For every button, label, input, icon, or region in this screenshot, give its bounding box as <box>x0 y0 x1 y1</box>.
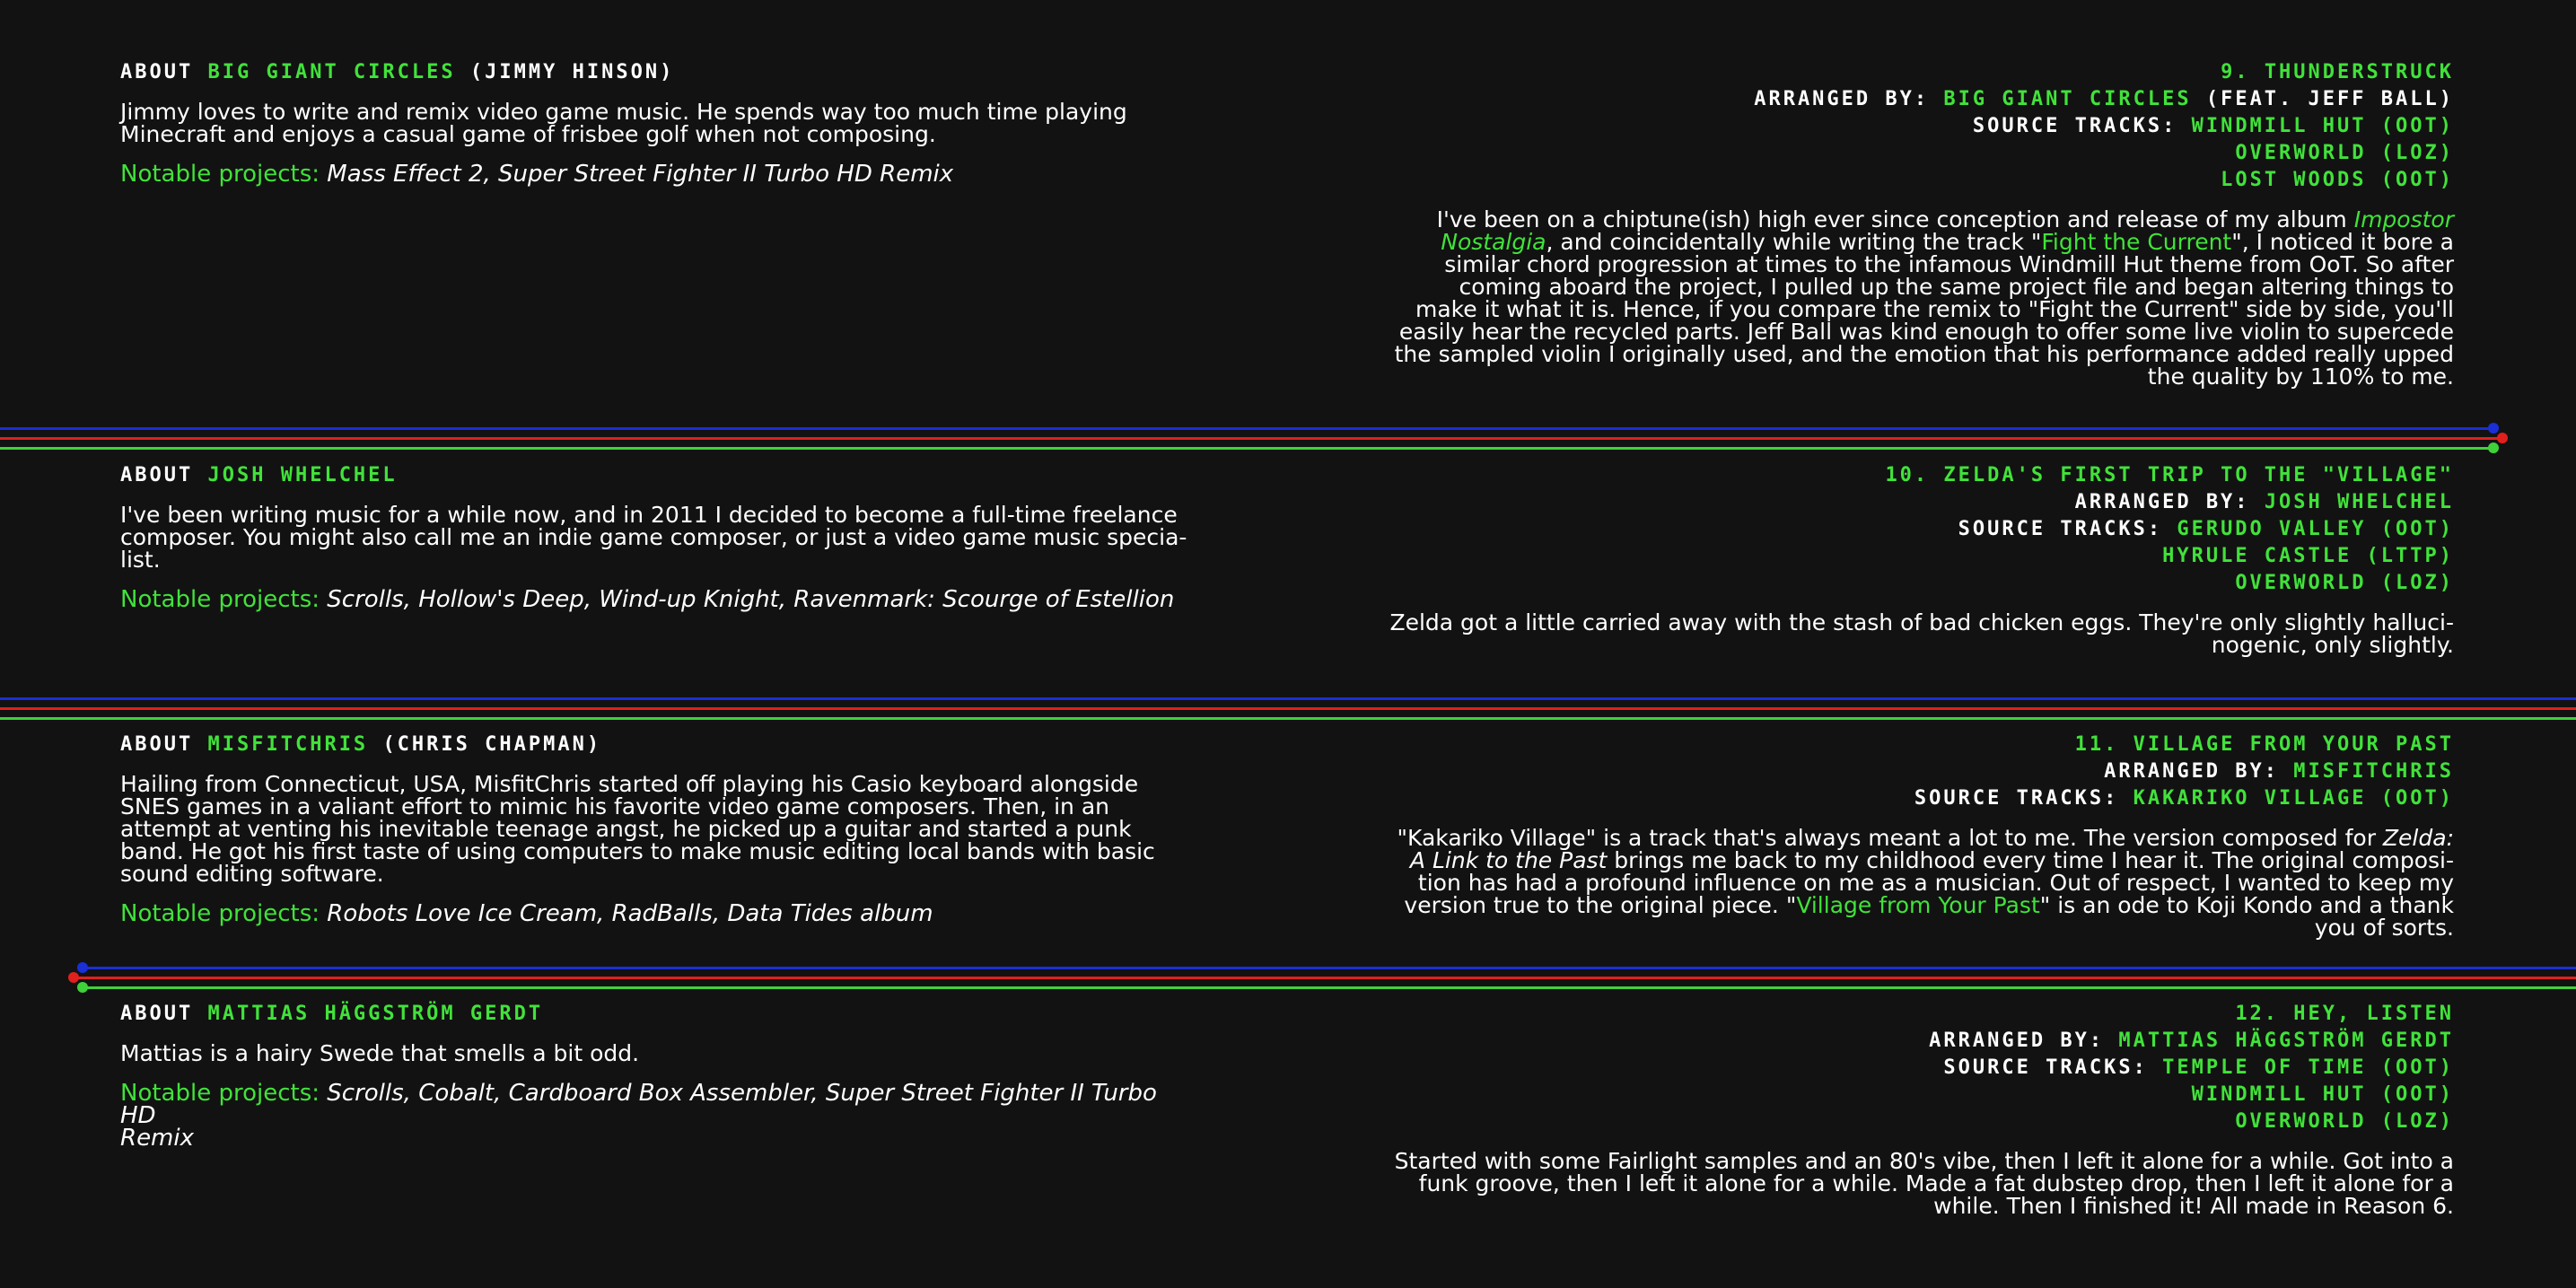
arranger-link[interactable]: JOSH WHELCHEL <box>2264 491 2454 513</box>
notable-projects: Notable projects: Scrolls, Hollow's Deep, Wind-up Knight, Ravenmark: Scourge of Estellion <box>120 586 1175 613</box>
divider-line-green <box>0 717 2576 720</box>
album-link[interactable]: Impostor <box>2353 206 2454 232</box>
artist-bio: Mattias is a hairy Swede that smells a bit odd. <box>120 1040 640 1066</box>
arranged-by: ARRANGED BY: JOSH WHELCHEL <box>2074 491 2454 513</box>
source-tracks: SOURCE TRACKS: WINDMILL HUT (OOT) <box>1972 115 2454 137</box>
track-info <box>1341 59 2454 388</box>
artist-name-link[interactable]: BIG GIANT CIRCLES <box>207 61 456 83</box>
divider-line-blue <box>0 427 2493 430</box>
about-heading: ABOUT MISFITCHRIS (CHRIS CHAPMAN) <box>120 733 602 756</box>
track-description: I've been on a chiptune(ish) high ever since conception and release of my album Impostor Nostalgia, and coincidentally while writing the track "Fight the Current", I noticed it bore a similar chord progression at times to the infamous Windmill Hut theme from OoT. So after coming aboard the project, I pulled up the same project file and began altering things to make it what it is. Hence, if you compare the remix to "Fight the Current" side by side, you'll easily hear the recycled parts. Jeff Ball was kind enough to offer some live violin to supercede the sampled violin I originally used, and the emotion that his performance added really upped the quality by 110% to me. <box>1394 206 2454 390</box>
artist-name-link[interactable]: MATTIAS HÄGGSTRÖM GERDT <box>207 1003 544 1025</box>
source-tracks: SOURCE TRACKS: GERUDO VALLEY (OOT) <box>1958 518 2454 540</box>
track-link[interactable]: Village from Your Past <box>1796 892 2040 918</box>
divider-line-blue <box>83 967 2576 969</box>
divider-dot-red <box>2497 433 2508 443</box>
source-tracks: SOURCE TRACKS: TEMPLE OF TIME (OOT) <box>1943 1056 2454 1079</box>
artist-about <box>120 59 1197 186</box>
divider-dot-blue <box>77 962 88 973</box>
track-info <box>1341 462 2454 656</box>
arranged-by: ARRANGED BY: BIG GIANT CIRCLES (FEAT. JEFF BALL) <box>1754 88 2454 110</box>
artist-about <box>120 1001 1197 1150</box>
track-info <box>1341 732 2454 939</box>
track-title[interactable]: 11. VILLAGE FROM YOUR PAST <box>2074 733 2454 756</box>
artist-name-link[interactable]: MISFITCHRIS <box>207 733 369 756</box>
artist-about <box>120 732 1197 925</box>
divider-dot-green <box>77 982 88 993</box>
source-track-link[interactable]: HYRULE CASTLE (LTTP) <box>2162 545 2454 567</box>
track-title[interactable]: 10. ZELDA'S FIRST TRIP TO THE "VILLAGE" <box>1885 464 2454 486</box>
artist-bio: Hailing from Connecticut, USA, MisfitChris started off playing his Casio keyboard alongside SNES games in a valiant effort to mimic his favorite video game composers. Then, in an attempt at venting his inevitable teenage angst, he picked up a guitar and started a punk band. He got his first taste of using computers to make music editing local bands with basic sound editing software. <box>120 771 1155 887</box>
divider-line-green <box>83 986 2576 989</box>
divider-line-blue <box>0 697 2576 700</box>
about-heading: ABOUT MATTIAS HÄGGSTRÖM GERDT <box>120 1003 544 1025</box>
source-track-link[interactable]: OVERWORLD (LOZ) <box>2235 572 2454 594</box>
arranger-link[interactable]: MISFITCHRIS <box>2293 760 2454 783</box>
divider-dot-blue <box>2488 423 2499 434</box>
notable-projects: Notable projects: Robots Love Ice Cream, RadBalls, Data Tides album <box>120 900 933 927</box>
source-track-link[interactable]: TEMPLE OF TIME (OOT) <box>2162 1056 2454 1079</box>
about-heading: ABOUT JOSH WHELCHEL <box>120 464 398 486</box>
arranged-by: ARRANGED BY: MATTIAS HÄGGSTRÖM GERDT <box>1929 1030 2454 1052</box>
source-track-link[interactable]: WINDMILL HUT (OOT) <box>2191 115 2454 137</box>
source-track-link[interactable]: OVERWORLD (LOZ) <box>2235 142 2454 164</box>
arranged-by: ARRANGED BY: MISFITCHRIS <box>2104 760 2454 783</box>
notable-projects: Notable projects: Mass Effect 2, Super Street Fighter II Turbo HD Remix <box>120 161 954 188</box>
source-track-link[interactable]: LOST WOODS (OOT) <box>2221 169 2454 191</box>
divider-dot-red <box>68 972 79 983</box>
artist-bio: I've been writing music for a while now, and in 2011 I decided to become a full-time freelance composer. You might also call me an indie game composer, or just a video game music specia- list. <box>120 502 1187 573</box>
arranger-link[interactable]: MATTIAS HÄGGSTRÖM GERDT <box>2118 1030 2454 1052</box>
track-title[interactable]: 9. THUNDERSTRUCK <box>2221 61 2454 83</box>
track-link[interactable]: Fight the Current <box>2041 229 2232 255</box>
divider-line-red <box>74 977 2576 979</box>
artist-name-link[interactable]: JOSH WHELCHEL <box>207 464 398 486</box>
track-description: Started with some Fairlight samples and an 80's vibe, then I left it alone for a while. Got into a funk groove, then I left it alone for a while. Made a fat dubstep drop, then I left it alone for a while. Then I finished it! All made in Reason 6. <box>1394 1148 2454 1219</box>
track-title[interactable]: 12. HEY, LISTEN <box>2235 1003 2454 1025</box>
source-tracks: SOURCE TRACKS: KAKARIKO VILLAGE (OOT) <box>1914 787 2454 810</box>
album-link[interactable]: Nostalgia <box>1441 229 1546 255</box>
divider-line-green <box>0 447 2493 450</box>
source-track-link[interactable]: WINDMILL HUT (OOT) <box>2191 1083 2454 1106</box>
source-track-link[interactable]: OVERWORLD (LOZ) <box>2235 1110 2454 1133</box>
notable-projects: Notable projects: Scrolls, Cobalt, Cardboard Box Assembler, Super Street Fighter II Turbo HD Remix <box>120 1080 1157 1152</box>
source-track-link[interactable]: KAKARIKO VILLAGE (OOT) <box>2133 787 2454 810</box>
arranger-link[interactable]: BIG GIANT CIRCLES <box>1943 88 2192 110</box>
track-description: "Kakariko Village" is a track that's always meant a lot to me. The version composed for Zelda: A Link to the Past brings me back to my childhood every time I hear it. The original composi- tion has had a profound influence on me as a musician. Out of respect, I wanted to keep my version true to the original piece. "Village from Your Past" is an ode to Koji Kondo and a thank you of sorts. <box>1397 825 2454 941</box>
track-info <box>1341 1001 2454 1217</box>
about-heading: ABOUT BIG GIANT CIRCLES (JIMMY HINSON) <box>120 61 675 83</box>
divider-dot-green <box>2488 442 2499 453</box>
divider-line-red <box>0 437 2501 440</box>
artist-bio: Jimmy loves to write and remix video game music. He spends way too much time playing Minecraft and enjoys a casual game of frisbee golf when not composing. <box>120 99 1127 147</box>
source-track-link[interactable]: GERUDO VALLEY (OOT) <box>2177 518 2454 540</box>
artist-about <box>120 462 1197 611</box>
divider-line-red <box>0 707 2576 710</box>
track-description: Zelda got a little carried away with the stash of bad chicken eggs. They're only slightly halluci- nogenic, only slightly. <box>1389 609 2454 658</box>
